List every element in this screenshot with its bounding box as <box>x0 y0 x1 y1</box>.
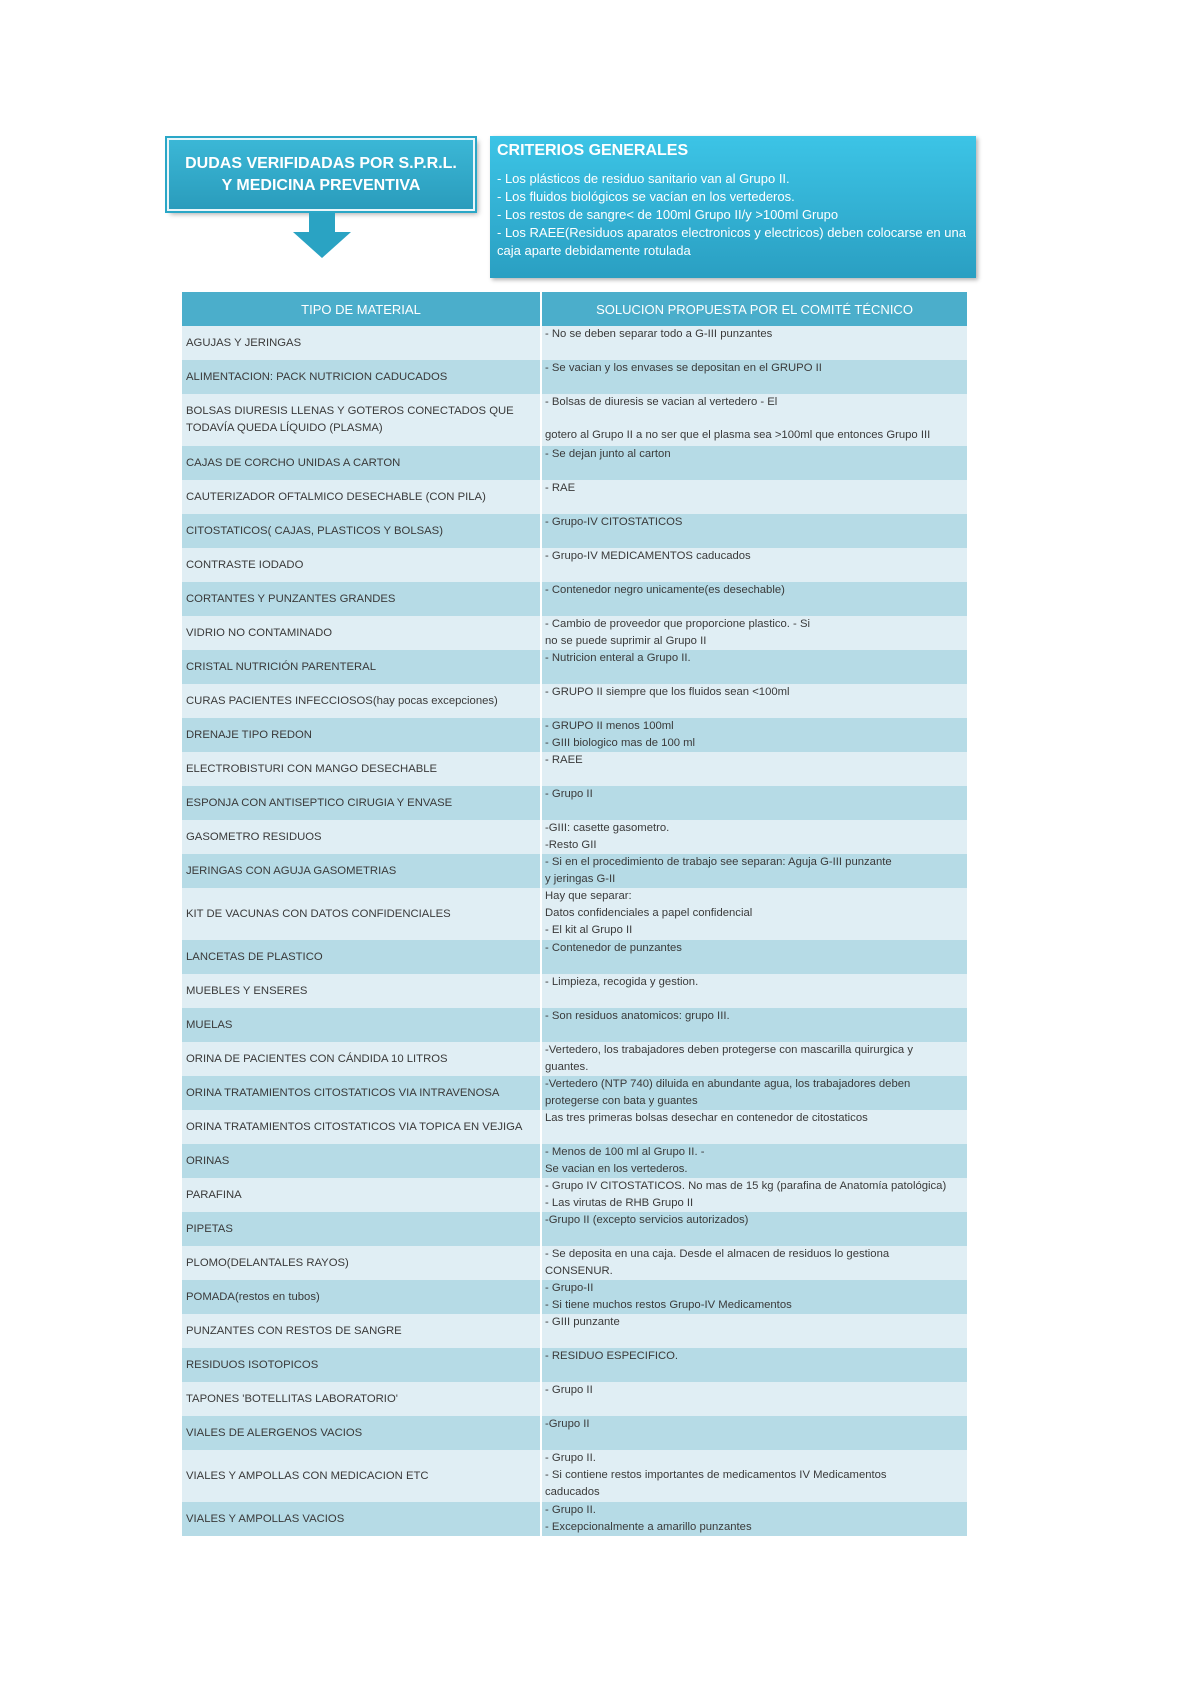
solution-cell <box>542 820 967 854</box>
table-row <box>182 1076 967 1110</box>
solution-cell <box>542 718 967 752</box>
solution-line: no se puede suprimir al Grupo II <box>545 635 707 647</box>
solution-line: -Resto GII <box>545 839 597 851</box>
table-row <box>182 974 967 1008</box>
criterio-line: - Los restos de sangre< de 100ml Grupo II/y >100ml Grupo <box>497 207 839 222</box>
material-cell: JERINGAS CON AGUJA GASOMETRIAS <box>182 854 542 888</box>
material-cell: BOLSAS DIURESIS LLENAS Y GOTEROS CONECTADOS QUE TODAVÍA QUEDA LÍQUIDO (PLASMA) <box>182 394 542 446</box>
criterio-line: - Los RAEE(Residuos aparatos electronicos y electricos) deben colocarse en una caja aparte debidamente rotulada <box>497 225 966 258</box>
table-row <box>182 480 967 514</box>
solution-cell <box>542 1042 967 1076</box>
table-row <box>182 820 967 854</box>
criterios-generales-box <box>490 136 976 278</box>
solution-line: - Grupo-IV CITOSTATICOS <box>545 516 683 528</box>
solution-line: - Se dejan junto al carton <box>545 448 671 460</box>
solution-cell <box>542 1416 967 1450</box>
material-cell: VIALES Y AMPOLLAS CON MEDICACION ETC <box>182 1450 542 1502</box>
material-cell: CONTRASTE IODADO <box>182 548 542 582</box>
solution-line: protegerse con bata y guantes <box>545 1095 698 1107</box>
material-cell: TAPONES 'BOTELLITAS LABORATORIO' <box>182 1382 542 1416</box>
material-cell: KIT DE VACUNAS CON DATOS CONFIDENCIALES <box>182 888 542 940</box>
solution-cell <box>542 1348 967 1382</box>
solution-line: - Grupo-IV MEDICAMENTOS caducados <box>545 550 751 562</box>
table-row <box>182 1178 967 1212</box>
table-row <box>182 1280 967 1314</box>
solution-line: -GIII: casette gasometro. <box>545 822 670 834</box>
material-cell: VIALES DE ALERGENOS VACIOS <box>182 1416 542 1450</box>
material-cell: RESIDUOS ISOTOPICOS <box>182 1348 542 1382</box>
solution-cell <box>542 1450 967 1502</box>
table-row <box>182 326 967 360</box>
solution-cell <box>542 514 967 548</box>
table-row <box>182 1348 967 1382</box>
solution-line: -Grupo II <box>545 1418 590 1430</box>
solution-line: Datos confidenciales a papel confidencial <box>545 907 753 919</box>
material-cell: MUEBLES Y ENSERES <box>182 974 542 1008</box>
solution-line: gotero al Grupo II a no ser que el plasma sea >100ml que entonces Grupo III <box>545 429 931 441</box>
material-cell: ORINA TRATAMIENTOS CITOSTATICOS VIA TOPICA EN VEJIGA <box>182 1110 542 1144</box>
solution-line: - GRUPO II menos 100ml <box>545 720 674 732</box>
solution-line: - Grupo II. <box>545 1504 596 1516</box>
header-solucion: SOLUCION PROPUESTA POR EL COMITÉ TÉCNICO <box>596 301 913 317</box>
solution-line: - Grupo IV CITOSTATICOS. No mas de 15 kg (parafina de Anatomía patológica) <box>545 1180 947 1192</box>
material-cell: ELECTROBISTURI CON MANGO DESECHABLE <box>182 752 542 786</box>
table-row <box>182 1416 967 1450</box>
material-cell: VIALES Y AMPOLLAS VACIOS <box>182 1502 542 1536</box>
solution-cell <box>542 616 967 650</box>
dudas-title: DUDAS VERIFIDADAS POR S.P.R.L. Y MEDICINA PREVENTIVA <box>185 154 457 194</box>
solution-line: Las tres primeras bolsas desechar en contenedor de citostaticos <box>545 1112 868 1124</box>
solution-line: - No se deben separar todo a G-III punzantes <box>545 328 773 340</box>
solution-line: - Si en el procedimiento de trabajo see separan: Aguja G-III punzante <box>545 856 892 868</box>
material-cell: CAUTERIZADOR OFTALMICO DESECHABLE (CON PILA) <box>182 480 542 514</box>
table-row <box>182 1502 967 1536</box>
solution-cell <box>542 1280 967 1314</box>
solution-cell <box>542 548 967 582</box>
table-row <box>182 888 967 940</box>
material-cell: MUELAS <box>182 1008 542 1042</box>
solution-line: -Vertedero (NTP 740) diluida en abundante agua, los trabajadores deben <box>545 1078 911 1090</box>
solution-line: - Grupo-II <box>545 1282 594 1294</box>
solution-line: - Bolsas de diuresis se vacian al vertedero - El <box>545 396 778 408</box>
solution-cell <box>542 974 967 1008</box>
solution-line: - Contenedor negro unicamente(es desechable) <box>545 584 785 596</box>
solution-cell <box>542 854 967 888</box>
solution-line: CONSENUR. <box>545 1265 613 1277</box>
table-row <box>182 786 967 820</box>
solution-line: Hay que separar: <box>545 890 632 902</box>
solution-cell <box>542 684 967 718</box>
solution-cell <box>542 1502 967 1536</box>
table-row <box>182 616 967 650</box>
solution-line: - Excepcionalmente a amarillo punzantes <box>545 1521 752 1533</box>
material-cell: ORINAS <box>182 1144 542 1178</box>
down-arrow-head-icon <box>293 232 351 258</box>
material-cell: PLOMO(DELANTALES RAYOS) <box>182 1246 542 1280</box>
solution-cell <box>542 786 967 820</box>
dudas-verificadas-box <box>167 138 475 211</box>
solution-cell <box>542 940 967 974</box>
table-row <box>182 394 967 446</box>
solution-line: - Cambio de proveedor que proporcione plastico. - Si <box>545 618 810 630</box>
solution-line: - GRUPO II siempre que los fluidos sean <100ml <box>545 686 790 698</box>
table-row <box>182 684 967 718</box>
solution-line: - Contenedor de punzantes <box>545 942 682 954</box>
material-cell: PIPETAS <box>182 1212 542 1246</box>
table-row <box>182 1314 967 1348</box>
material-cell: ORINA DE PACIENTES CON CÁNDIDA 10 LITROS <box>182 1042 542 1076</box>
material-cell: ORINA TRATAMIENTOS CITOSTATICOS VIA INTRAVENOSA <box>182 1076 542 1110</box>
solution-line: - GIII punzante <box>545 1316 620 1328</box>
material-cell: CURAS PACIENTES INFECCIOSOS(hay pocas excepciones) <box>182 684 542 718</box>
solution-cell <box>542 360 967 394</box>
solution-line: - RAE <box>545 482 576 494</box>
table-row <box>182 940 967 974</box>
table-row <box>182 1042 967 1076</box>
solution-cell <box>542 326 967 360</box>
solution-line: - Si tiene muchos restos Grupo-IV Medicamentos <box>545 1299 792 1311</box>
table-row <box>182 752 967 786</box>
table-row <box>182 514 967 548</box>
solution-line: - Grupo II <box>545 1384 593 1396</box>
solution-cell <box>542 1212 967 1246</box>
solution-line: - Se vacian y los envases se depositan en el GRUPO II <box>545 362 822 374</box>
solution-cell <box>542 1178 967 1212</box>
solution-cell <box>542 752 967 786</box>
solution-line: - Son residuos anatomicos: grupo III. <box>545 1010 730 1022</box>
table-body <box>182 326 967 1536</box>
solution-cell <box>542 480 967 514</box>
table-row <box>182 718 967 752</box>
table-row <box>182 582 967 616</box>
residuos-table <box>182 292 967 1536</box>
solution-cell <box>542 1246 967 1280</box>
solution-cell <box>542 650 967 684</box>
solution-cell <box>542 394 967 446</box>
table-row <box>182 446 967 480</box>
criterios-title: CRITERIOS GENERALES <box>497 142 689 159</box>
table-row <box>182 1144 967 1178</box>
solution-cell <box>542 888 967 940</box>
solution-cell <box>542 1382 967 1416</box>
solution-line: - Grupo II. <box>545 1452 596 1464</box>
material-cell: POMADA(restos en tubos) <box>182 1280 542 1314</box>
material-cell: CITOSTATICOS( CAJAS, PLASTICOS Y BOLSAS) <box>182 514 542 548</box>
material-cell: DRENAJE TIPO REDON <box>182 718 542 752</box>
material-cell: LANCETAS DE PLASTICO <box>182 940 542 974</box>
table-row <box>182 854 967 888</box>
material-cell: PARAFINA <box>182 1178 542 1212</box>
solution-line <box>545 411 964 427</box>
solution-line: - RESIDUO ESPECIFICO. <box>545 1350 679 1362</box>
solution-line: guantes. <box>545 1061 589 1073</box>
solution-line: - Limpieza, recogida y gestion. <box>545 976 699 988</box>
solution-cell <box>542 1008 967 1042</box>
table-row <box>182 650 967 684</box>
material-cell: CAJAS DE CORCHO UNIDAS A CARTON <box>182 446 542 480</box>
solution-line: -Grupo II (excepto servicios autorizados) <box>545 1214 749 1226</box>
table-row <box>182 1450 967 1502</box>
table-header <box>182 292 967 326</box>
criterio-line: - Los fluidos biológicos se vacían en los vertederos. <box>497 189 795 204</box>
material-cell: GASOMETRO RESIDUOS <box>182 820 542 854</box>
header-tipo-material: TIPO DE MATERIAL <box>182 292 542 326</box>
solution-line: - Grupo II <box>545 788 593 800</box>
solution-cell <box>542 1314 967 1348</box>
table-row <box>182 360 967 394</box>
table-row <box>182 1246 967 1280</box>
solution-line: - Si contiene restos importantes de medicamentos IV Medicamentos <box>545 1469 887 1481</box>
solution-line: - El kit al Grupo II <box>545 924 633 936</box>
table-row <box>182 1110 967 1144</box>
solution-cell <box>542 1110 967 1144</box>
solution-line: -Vertedero, los trabajadores deben protegerse con mascarilla quirurgica y <box>545 1044 913 1056</box>
table-row <box>182 1008 967 1042</box>
criterio-line: - Los plásticos de residuo sanitario van al Grupo II. <box>497 171 790 186</box>
table-row <box>182 1212 967 1246</box>
down-arrow-icon <box>309 213 335 233</box>
material-cell: AGUJAS Y JERINGAS <box>182 326 542 360</box>
table-row <box>182 548 967 582</box>
solution-cell <box>542 1144 967 1178</box>
solution-line: - Se deposita en una caja. Desde el almacen de residuos lo gestiona <box>545 1248 890 1260</box>
material-cell: VIDRIO NO CONTAMINADO <box>182 616 542 650</box>
solution-line: - Las virutas de RHB Grupo II <box>545 1197 694 1209</box>
solution-cell <box>542 1076 967 1110</box>
solution-line: caducados <box>545 1486 600 1498</box>
solution-line: - Nutricion enteral a Grupo II. <box>545 652 691 664</box>
table-row <box>182 1382 967 1416</box>
material-cell: ALIMENTACION: PACK NUTRICION CADUCADOS <box>182 360 542 394</box>
solution-line: y jeringas G-II <box>545 873 616 885</box>
solution-line: Se vacian en los vertederos. <box>545 1163 688 1175</box>
material-cell: PUNZANTES CON RESTOS DE SANGRE <box>182 1314 542 1348</box>
solution-cell <box>542 582 967 616</box>
material-cell: CRISTAL NUTRICIÓN PARENTERAL <box>182 650 542 684</box>
solution-cell <box>542 446 967 480</box>
solution-line: - GIII biologico mas de 100 ml <box>545 737 696 749</box>
material-cell: CORTANTES Y PUNZANTES GRANDES <box>182 582 542 616</box>
solution-line: - Menos de 100 ml al Grupo II. - <box>545 1146 705 1158</box>
solution-line: - RAEE <box>545 754 583 766</box>
material-cell: ESPONJA CON ANTISEPTICO CIRUGIA Y ENVASE <box>182 786 542 820</box>
